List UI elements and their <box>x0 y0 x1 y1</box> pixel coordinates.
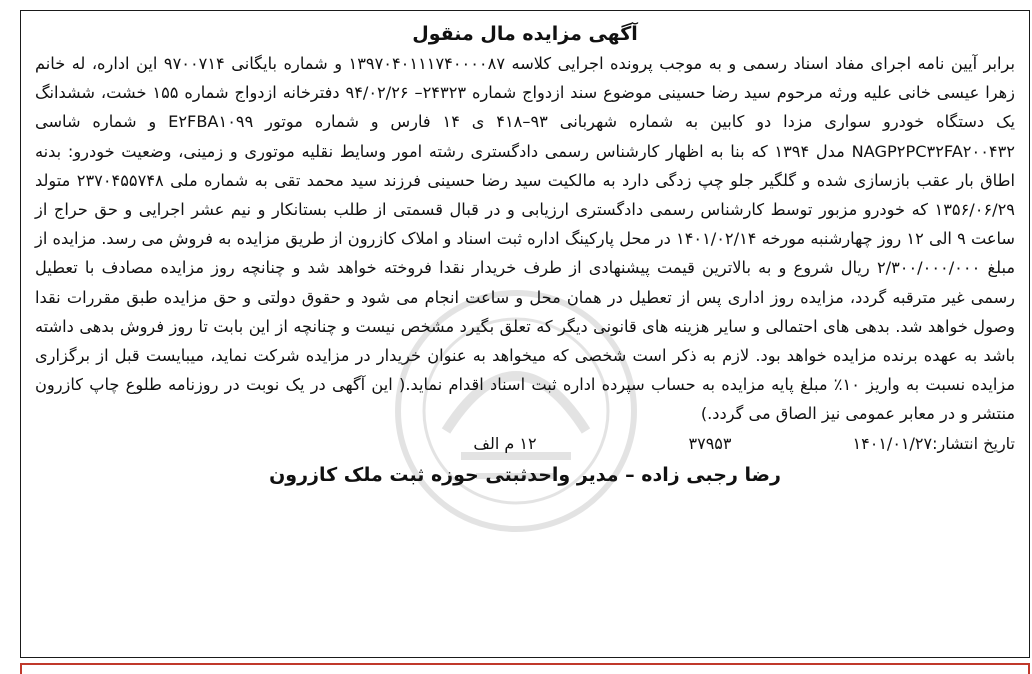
notice-code: ۱۲ م الف <box>473 433 537 453</box>
next-notice-frame-edge <box>20 663 1030 674</box>
publication-info-row <box>35 429 1015 459</box>
auction-notice <box>20 10 1030 658</box>
notice-title: آگهی مزایده مال منقول <box>412 23 638 45</box>
reference-number: ۳۷۹۵۳ <box>688 433 732 453</box>
signature-line: رضا رجبی زاده – مدیر واحدثبتی حوزه ثبت ملک کازرون <box>269 463 781 486</box>
notice-body-text: برابر آیین نامه اجرای مفاد اسناد رسمی و به موجب پرونده اجرایی کلاسه ۱۳۹۷۰۴۰۱۱۱۷۴۰۰۰۰۸۷ و شماره بایگانی ۹۷۰۰۷۱۴ این اداره، له خانم زهرا عیسی خانی علیه ورثه مرحوم سید رضا حسینی موضوع سند ازدواج شماره ۲۴۳۲۳– ۹۴/۰۲/۲۶ دفترخانه ازدواج شماره ۱۵۵ خشت، ششدانگ یک دستگاه خودرو سواری مزدا دو کابین به شماره شهربانی ۹۳–۴۱۸ ی ۱۴ فارس و شماره موتور E۲FBA۱۰۹۹ و شماره شاسی NAGP۲PC۳۲FA۲۰۰۴۳۲ مدل ۱۳۹۴ که بنا به اظهار کارشناس رسمی دادگستری رشته امور وسایط نقلیه موتوری و زمینی، وضعیت خودرو: بدنه اطاق بار عقب بازسازی شده و گلگیر جلو چپ زدگی دارد به مالکیت سید رضا حسینی فرزند سید محمد تقی به شماره ملی ۲۳۷۰۴۵۵۷۴۸ متولد ۱۳۵۶/۰۶/۲۹ که خودرو مزبور توسط کارشناس رسمی دادگستری ارزیابی و در قبال قسمتی از طلب بستانکار و نیم عشر اجرایی و حق حراج از ساعت ۹ الی ۱۲ روز چهارشنبه مورخه ۱۴۰۱/۰۲/۱۴ در محل پارکینگ اداره ثبت اسناد و املاک کازرون از طریق مزایده به فروش می رسد. مزایده از مبلغ ۲/۳۰۰/۰۰۰/۰۰۰ ریال شروع و به بالاترین قیمت پیشنهادی از طرف خریدار نقدا فروخته خواهد شد و چنانچه روز مزایده مصادف با تعطیل رسمی غیر مترقبه گردد، مزایده روز اداری پس از تعطیل در همان محل و ساعت انجام می شود و حقوق دولتی و حق مزایده طبق مقررات نقدا وصول خواهد شد. بدهی های احتمالی و سایر هزینه های قانونی دیگر که تعلق بگیرد مشخص نیست و چنانچه از این بابت تا روز فروش بدهی داشته باشد به عهده برنده مزایده خواهد بود. لازم به ذکر است شخصی که میخواهد به عنوان خریدار در مزایده شرکت نماید، میبایست قبل از برگزاری مزایده نسبت به واریز ۱۰٪ مبلغ پایه مزایده به حساب سپرده اداره ثبت اسناد اقدام نماید.( این آگهی در یک نوبت در روزنامه طلوع چاپ کازرون منتشر و در معابر عمومی نیز الصاق می گردد.) <box>35 54 1015 424</box>
publish-date: تاریخ انتشار:۱۴۰۱/۰۱/۲۷ <box>852 433 1015 453</box>
